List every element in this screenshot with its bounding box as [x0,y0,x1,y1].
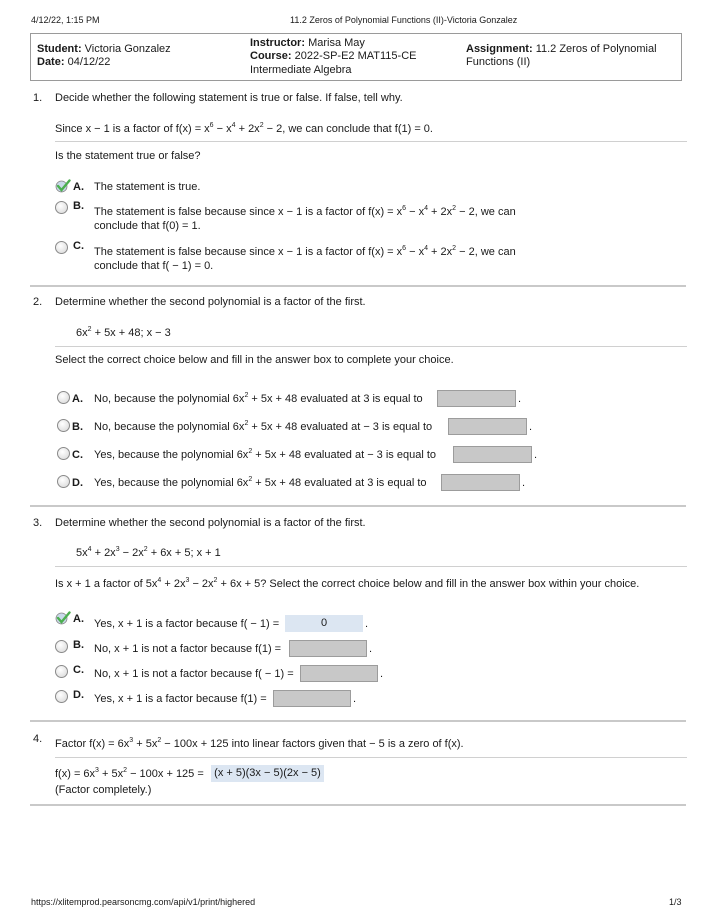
page-number: 1/3 [669,897,682,907]
date-value: 04/12/22 [67,56,111,68]
divider [55,757,687,758]
choice-c-text: No, x + 1 is not a factor because f( − 1) = [94,668,294,680]
choice-a-radio[interactable] [57,391,70,404]
choice-letter-c: C. [73,240,84,252]
print-doc-title: 11.2 Zeros of Polynomial Functions (II)-Victoria Gonzalez [290,15,518,25]
footer-url: https://xlitemprod.pearsoncmg.com/api/v1/print/highered [31,897,256,907]
period: . [534,449,538,461]
choice-letter-a: A. [73,613,84,625]
correct-check-icon [55,611,71,625]
choice-a-text: No, because the polynomial $6x^2 + 5x + 48$ evaluated at 3 is equal to [94,392,423,405]
choice-c-radio[interactable] [55,665,68,678]
question-prompt: Factor $f(x) = 6x^3 + 5x^2 - 100x + 125$ into linear factors given that − 5 is a zero of f(x). [55,737,464,750]
period: . [369,643,373,655]
question-number: 4. [33,733,43,745]
choice-d-text: Yes, x + 1 is a factor because f(1) = [94,693,267,705]
answer-note: (Factor completely.) [55,784,152,796]
course-label: Course: [250,50,292,62]
choice-letter-d: D. [72,477,83,489]
divider [55,141,687,142]
choice-d-radio[interactable] [55,690,68,703]
answer-input-c[interactable] [300,665,378,682]
assignment-row [466,43,657,56]
question-separator [30,720,686,722]
answer-input-d[interactable] [441,474,520,491]
course-name: Intermediate Algebra [250,64,352,76]
instructor-label: Instructor: [250,37,305,49]
correct-check-icon [55,179,71,193]
factored-answer[interactable]: (x + 5)(3x − 5)(2x − 5) [211,765,324,782]
choice-a-text: The statement is true. [94,181,201,193]
question-prompt: Decide whether the following statement is true or false. If false, tell why. [55,92,403,104]
choice-letter-b: B. [73,639,84,651]
assignment-name: 11.2 Zeros of Polynomial [535,43,657,55]
choice-c-text: Yes, because the polynomial $6x^2 + 5x + 48$ evaluated at − 3 is equal to [94,448,436,461]
choice-b-radio[interactable] [55,201,68,214]
question-number: 2. [33,296,43,308]
question-separator [30,505,686,507]
choice-letter-c: C. [73,664,84,676]
question-separator [30,804,686,806]
polynomial: $6x^2 + 5x + 48$; x − 3 [76,326,171,339]
answer-input-d[interactable] [273,690,351,707]
answer-input-b[interactable] [448,418,527,435]
polynomial: $5x^4 + 2x^3 - 2x^2 + 6x + 5$; x + 1 [76,546,221,559]
choice-b-text-line2: conclude that f(0) = 1. [94,220,201,232]
choice-b-radio[interactable] [55,640,68,653]
choice-letter-c: C. [72,449,83,461]
choice-letter-b: B. [73,200,84,212]
question-prompt: Determine whether the second polynomial is a factor of the first. [55,517,366,529]
question-prompt: Determine whether the second polynomial is a factor of the first. [55,296,366,308]
date-row [37,56,110,69]
student-name: Victoria Gonzalez [84,43,171,55]
question-instruction: Select the correct choice below and fill in the answer box to complete your choice. [55,354,454,366]
choice-letter-b: B. [72,421,83,433]
choice-d-text: Yes, because the polynomial $6x^2 + 5x + 48$ evaluated at 3 is equal to [94,476,427,489]
question-separator [30,285,686,287]
question-statement: Since x − 1 is a factor of $f(x) = x^6 - x^4 + 2x^2 - 2$, we can conclude that f(1) = 0. [55,122,433,135]
assignment-info-box [30,33,682,81]
period: . [365,618,369,630]
instructor-name: Marisa May [308,37,365,49]
question-number: 3. [33,517,43,529]
period: . [353,693,357,705]
choice-b-text: No, because the polynomial $6x^2 + 5x + 48$ evaluated at − 3 is equal to [94,420,433,433]
print-datetime: 4/12/22, 1:15 PM [31,15,100,25]
period: . [518,393,522,405]
answer-value-a[interactable]: 0 [285,615,363,632]
period: . [380,668,384,680]
divider [55,346,687,347]
course-row [250,50,417,63]
course-code: 2022-SP-E2 MAT115-CE [294,50,417,62]
question-subprompt: Is x + 1 a factor of $5x^4 + 2x^3 - 2x^2 + 6x + 5$? Select the correct choice below and fill in the answer box within your choice. [55,577,640,590]
period: . [529,421,533,433]
choice-c-text: The statement is false because since x − 1 is a factor of $f(x) = x^6 - x^4 + 2x^2 - 2$, we can [94,245,516,258]
choice-b-radio[interactable] [57,419,70,432]
divider [55,566,687,567]
choice-b-text: No, x + 1 is not a factor because f(1) = [94,643,282,655]
choice-c-radio[interactable] [55,241,68,254]
choice-d-radio[interactable] [57,475,70,488]
choice-a-text: Yes, x + 1 is a factor because f( − 1) = [94,618,280,630]
answer-input-a[interactable] [437,390,516,407]
question-number: 1. [33,92,43,104]
question-subprompt: Is the statement true or false? [55,150,201,162]
period: . [522,477,526,489]
choice-letter-d: D. [73,689,84,701]
choice-letter-a: A. [72,393,83,405]
instructor-row [250,37,365,50]
date-label: Date: [37,56,65,68]
answer-input-c[interactable] [453,446,532,463]
student-row [37,43,171,56]
choice-c-text-line2: conclude that f( − 1) = 0. [94,260,214,272]
student-label: Student: [37,43,82,55]
answer-input-b[interactable] [289,640,367,657]
assignment-name-line2: Functions (II) [466,56,531,68]
choice-letter-a: A. [73,181,84,193]
assignment-label: Assignment: [466,43,533,55]
choice-c-radio[interactable] [57,447,70,460]
choice-b-text: The statement is false because since x − 1 is a factor of $f(x) = x^6 - x^4 + 2x^2 - 2$, we can [94,205,516,218]
answer-line: $f(x) = 6x^3 + 5x^2 - 100x + 125$ = [55,767,204,780]
